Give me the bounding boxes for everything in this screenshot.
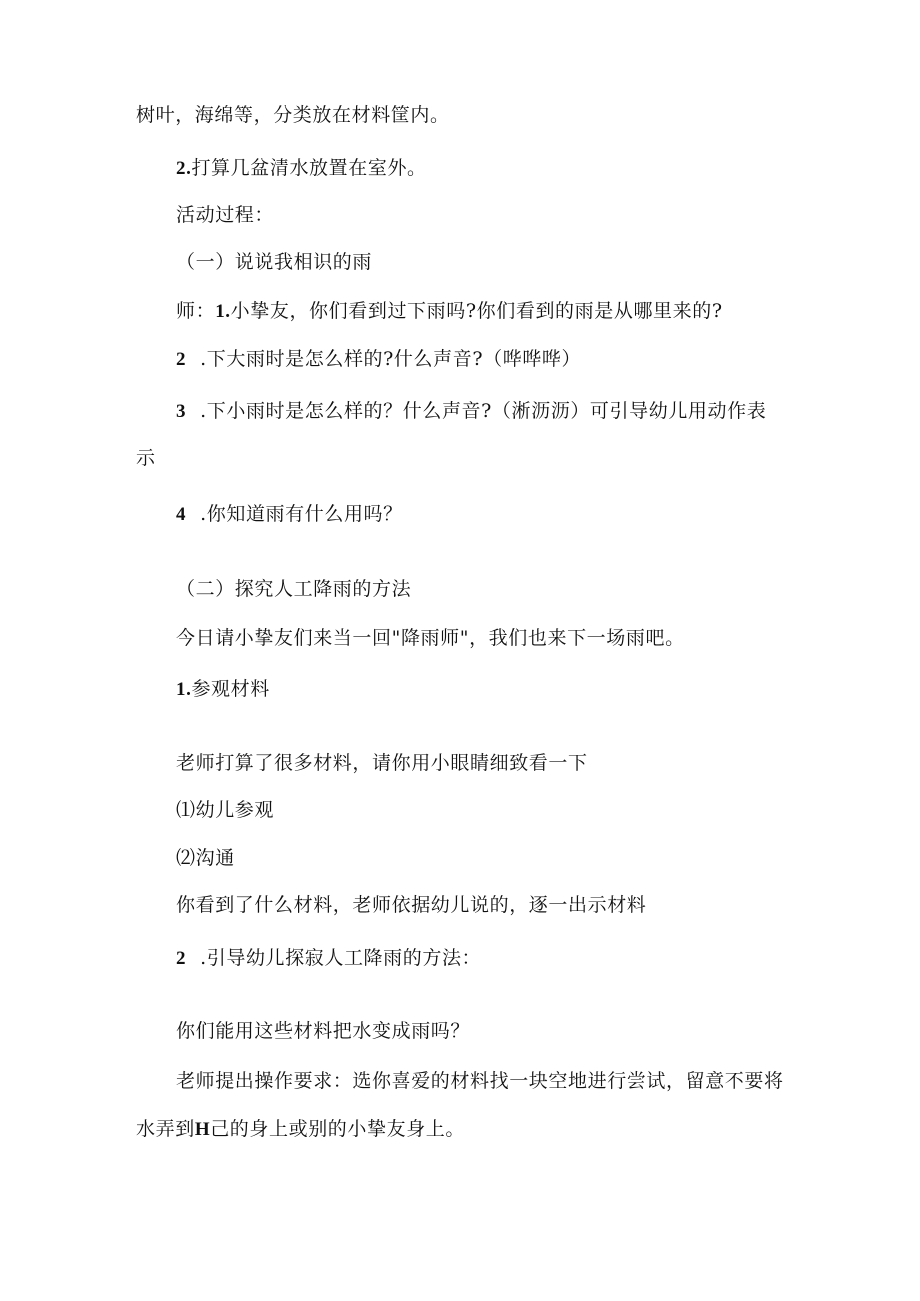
item-number: 2 bbox=[176, 948, 187, 969]
text-line bbox=[176, 798, 274, 822]
text-line bbox=[176, 399, 766, 424]
list-item: ⑵沟通 bbox=[176, 847, 235, 869]
paragraph-text: .你知道雨有什么用吗？ bbox=[200, 503, 403, 525]
text-line bbox=[176, 203, 274, 227]
item-number: 3 bbox=[176, 401, 187, 422]
paragraph-text: .引导幼儿探寂人工降雨的方法： bbox=[200, 947, 482, 969]
text-line bbox=[176, 577, 411, 601]
item-number: 2 bbox=[176, 349, 187, 370]
section-heading: （一）说说我相识的雨 bbox=[176, 251, 373, 273]
text-line bbox=[176, 893, 646, 917]
text-line bbox=[176, 751, 588, 775]
text-line bbox=[176, 846, 235, 870]
paragraph-text: 树叶，海绵等，分类放在材料筐内。 bbox=[136, 104, 450, 126]
paragraph-text: 小挚友，你们看到过下雨吗?你们看到的雨是从哪里来的? bbox=[230, 300, 723, 322]
text-line bbox=[176, 502, 403, 527]
text-line bbox=[176, 299, 723, 324]
paragraph-text: 己的身上或别的小挚友身上。 bbox=[210, 1118, 466, 1140]
text-line bbox=[176, 626, 685, 650]
list-item: ⑴幼儿参观 bbox=[176, 799, 275, 821]
paragraph-text: 打算几盆清水放置在室外。 bbox=[191, 157, 427, 179]
text-line bbox=[136, 103, 450, 127]
paragraph-text: 示 bbox=[136, 447, 156, 469]
text-line bbox=[176, 1069, 784, 1093]
item-number: 4 bbox=[176, 504, 187, 525]
paragraph-text: 老师提出操作要求：选你喜爱的材料找一块空地进行尝试，留意不要将 bbox=[176, 1070, 784, 1092]
text-line bbox=[176, 347, 581, 372]
section-heading: 活动过程： bbox=[176, 204, 275, 226]
paragraph-text: .下大雨时是怎么样的?什么声音?（哗哗哗） bbox=[200, 348, 582, 370]
paragraph-text: 今日请小挚友们来当一回"降雨师"，我们也来下一场雨吧。 bbox=[176, 627, 685, 649]
speaker-label: 师： bbox=[176, 300, 216, 322]
text-line bbox=[176, 250, 372, 274]
text-line bbox=[176, 677, 270, 702]
text-line bbox=[176, 946, 481, 971]
paragraph-text: .下小雨时是怎么样的？什么声音?（淅沥沥）可引导幼儿用动作表 bbox=[200, 400, 767, 422]
item-number: 1. bbox=[215, 301, 231, 322]
paragraph-text: H bbox=[194, 1119, 211, 1140]
item-number: 2. bbox=[176, 158, 192, 179]
paragraph-text: 你们能用这些材料把水变成雨吗？ bbox=[176, 1020, 471, 1042]
text-line bbox=[176, 156, 427, 181]
paragraph-text: 老师打算了很多材料，请你用小眼睛细致看一下 bbox=[176, 752, 588, 774]
section-heading: （二）探究人工降雨的方法 bbox=[176, 578, 412, 600]
text-line bbox=[176, 1019, 470, 1043]
paragraph-text: 参观材料 bbox=[191, 678, 270, 700]
paragraph-text: 你看到了什么材料，老师依据幼儿说的，逐一出示材料 bbox=[176, 894, 647, 916]
text-line bbox=[136, 446, 156, 470]
item-number: 1. bbox=[176, 679, 192, 700]
paragraph-text: 水弄到 bbox=[136, 1118, 195, 1140]
text-line bbox=[136, 1117, 465, 1142]
